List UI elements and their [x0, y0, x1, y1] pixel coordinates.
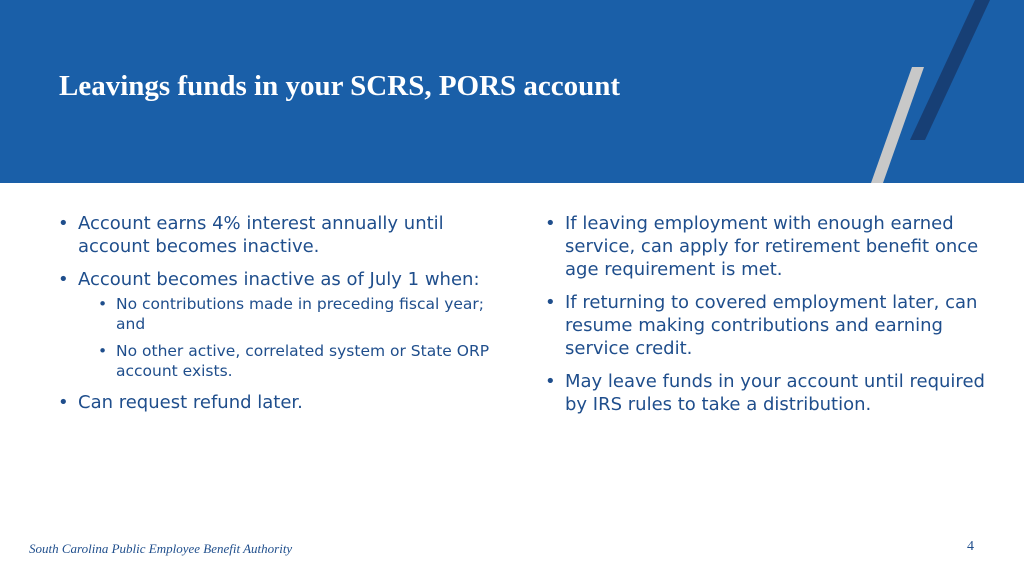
bullet-dot: •: [58, 392, 69, 413]
bullet-leave-funds: [545, 370, 985, 416]
sub-bullet-text: No other active, correlated system or State ORP account exists.: [116, 342, 490, 380]
bullet-dot: •: [545, 213, 556, 234]
bullet-text: Account earns 4% interest annually until account becomes inactive.: [78, 213, 444, 257]
bullet-returning: [545, 291, 985, 360]
sub-bullet-text: No contributions made in preceding fiscal year; and: [116, 295, 484, 333]
bullet-text: Account becomes inactive as of July 1 when:: [78, 269, 480, 290]
sub-bullet-contributions: [98, 294, 498, 334]
sub-list: [98, 294, 498, 381]
bullet-dot: •: [58, 269, 69, 290]
sub-bullet-other-account: [98, 341, 498, 381]
bullet-retirement: [545, 212, 985, 281]
bullet-inactive: [58, 268, 498, 381]
gray-stripe: [871, 67, 924, 183]
bullet-interest: [58, 212, 498, 258]
left-column: [58, 212, 498, 424]
bullet-text: If returning to covered employment later, can resume making contributions and earning service credit.: [565, 292, 978, 359]
bullet-refund: [58, 391, 498, 414]
bullet-text: May leave funds in your account until required by IRS rules to take a distribution.: [565, 371, 985, 415]
right-column: [545, 212, 985, 426]
bullet-dot: •: [98, 295, 108, 313]
bullet-dot: •: [98, 342, 108, 360]
bullet-dot: •: [545, 292, 556, 313]
bullet-text: If leaving employment with enough earned service, can apply for retirement benefit once age requirement is met.: [565, 213, 979, 280]
footer-organization: South Carolina Public Employee Benefit Authority: [29, 541, 293, 556]
page-number: 4: [967, 539, 974, 554]
bullet-text: Can request refund later.: [78, 392, 303, 413]
bullet-dot: •: [545, 371, 556, 392]
header-banner: [0, 0, 1024, 183]
slide-title: Leavings funds in your SCRS, PORS account: [59, 70, 621, 102]
bullet-dot: •: [58, 213, 69, 234]
